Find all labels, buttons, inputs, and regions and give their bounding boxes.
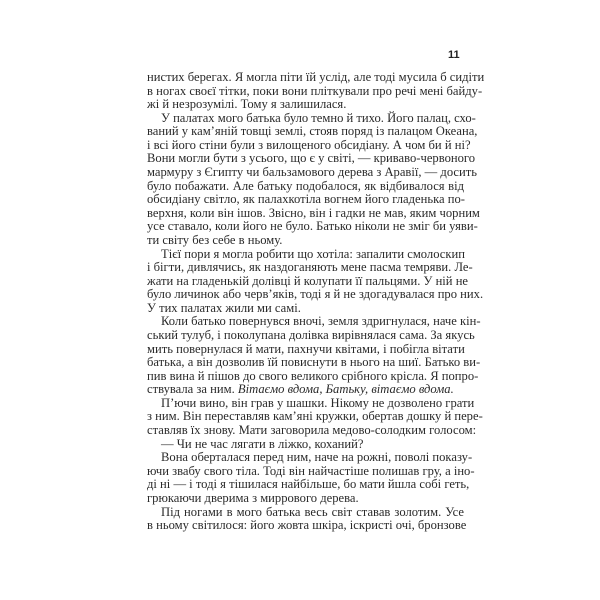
- text-line: [147, 518, 467, 533]
- text-line: [147, 219, 478, 234]
- text-line: [147, 463, 475, 479]
- text-line-content: Під ногами в мого батька весь світ ставав золотим. Усе: [161, 504, 464, 519]
- text-line: [147, 314, 481, 329]
- text-line: [147, 205, 480, 221]
- text-line-content: мармуру з Єгипту чи бальзамового дерева з Аравії, — досить: [147, 165, 478, 180]
- text-line: [147, 355, 481, 370]
- text-line-content: Коли батько повернувся вночі, земля здригнулася, наче кін-: [161, 314, 481, 329]
- text-line-content: з ним. Він переставляв кам’яні кружки, обертав дошку й пере-: [147, 409, 483, 424]
- text-line-content: У тих палатах жили ми самі.: [147, 300, 301, 315]
- text-line-content: ський тулуб, і поколупана долівка вирівнялася сама. За якусь: [147, 327, 475, 342]
- text-line-content: ді ні — і тоді я тішилася найбільше, бо мати йшла собі геть,: [147, 477, 470, 492]
- text-line-content: ставляв їх знову. Мати заговорила медово-солодким голосом:: [147, 423, 477, 438]
- text-line: [147, 193, 464, 207]
- text-line-content: Тієї пори я могла робити що хотіла: запалити смолоскип: [161, 246, 465, 261]
- text-line-content: батька, а він дозволив їй повиснути в нього на шиї. Батько ви-: [147, 355, 481, 370]
- text-line-content: ваний у кам’яній товщі землі, стояв поряд із палацом Океана,: [147, 124, 478, 139]
- text-line-content: нистих берегах. Я могла піти їй услід, але тоді мусила б сидіти: [147, 70, 485, 84]
- text-line-content: грюкаючи дверима з миррового дерева.: [147, 490, 359, 505]
- text-line: [147, 477, 470, 492]
- text-line-content: було побажати. Але батьку подобалося, як відбивалося від: [147, 178, 464, 193]
- text-line-content: У палатах мого батька було темно й тихо. Його палац, схо-: [161, 110, 476, 125]
- text-line-content: усе ставало, коли його не було. Батько ніколи не зміг би уяви-: [147, 219, 478, 234]
- text-line: [147, 83, 483, 99]
- text-line: [147, 423, 477, 438]
- text-line: [147, 180, 464, 194]
- text-line-content: в ногах своєї тітки, поки вони пліткували про речі мені байду-: [147, 83, 483, 98]
- text-line: [147, 287, 484, 302]
- text-line: [147, 70, 485, 85]
- text-line-content: пив вина й пішов до свого великого срібного крісла. Я попро-: [147, 368, 479, 383]
- page-number: 11: [448, 49, 460, 61]
- text-line: [147, 110, 476, 126]
- text-line: [147, 343, 464, 357]
- text-line-content: Вона оберталася перед ним, наче на рожні, поволі показу-: [161, 450, 473, 465]
- text-line-content: Вони могли бути з усього, що є у світі, — криваво-червоного: [147, 151, 476, 166]
- text-line-content: — Чи не час лягати в ліжко, коханий?: [161, 436, 364, 451]
- text-line-content: жі й незрозумілі. Тому я залишилася.: [147, 97, 347, 112]
- text-line: [147, 234, 464, 248]
- text-line: [147, 260, 473, 275]
- text-line-content: було личинок або черв’яків, тоді я й не здогадувалася про них.: [147, 287, 484, 302]
- body-text: [147, 70, 485, 533]
- text-line: [147, 165, 478, 180]
- text-line-content: ти світу без себе в ньому.: [147, 232, 283, 247]
- text-line: [147, 383, 464, 397]
- text-line-content: верхня, коли він ішов. Звісно, він і гадки не мав, яким чорним: [147, 205, 480, 220]
- text-line: [147, 450, 473, 465]
- text-line: [147, 302, 464, 316]
- text-line: [147, 492, 464, 506]
- text-line-content: і бігти, дивлячись, як наздоганяють мене пасма темряви. Ле-: [147, 260, 473, 275]
- text-line: [147, 248, 464, 262]
- text-line-content: і всі його стіни були з вилощеного обсидіану. А чом би й ні?: [147, 137, 471, 152]
- text-line-content: жати на гладенькій долівці й колупати її пальцями. У ній не: [147, 273, 469, 288]
- text-line: [147, 409, 483, 424]
- italic-text: Вітаємо вдома, Батьку, вітаємо вдома.: [237, 382, 454, 397]
- text-line: [147, 98, 464, 112]
- text-line: [147, 273, 469, 289]
- text-line: [147, 368, 479, 384]
- text-line: [147, 151, 476, 166]
- text-line-content: ючи звабу свого тіла. Тоді він найчастіше полишав гру, а іно-: [147, 463, 475, 478]
- text-line: [147, 395, 475, 411]
- text-line: [147, 438, 464, 452]
- text-line-content: ствувала за ним.: [147, 382, 238, 397]
- text-line: [147, 327, 475, 343]
- text-line: [147, 124, 478, 139]
- text-line-content: в ньому світилося: його жовта шкіра, іскристі очі, бронзове: [147, 518, 467, 533]
- text-line-content: обсидіану світло, як палахкотіла вогнем його гладенька по-: [147, 192, 466, 207]
- text-line: [147, 506, 464, 520]
- text-line: [147, 137, 471, 153]
- text-line-content: мить повернулася й мати, пахнучи квітами, і побігла вітати: [147, 341, 465, 356]
- text-line-content: П’ючи вино, він грав у шашки. Нікому не дозволено грати: [161, 395, 475, 410]
